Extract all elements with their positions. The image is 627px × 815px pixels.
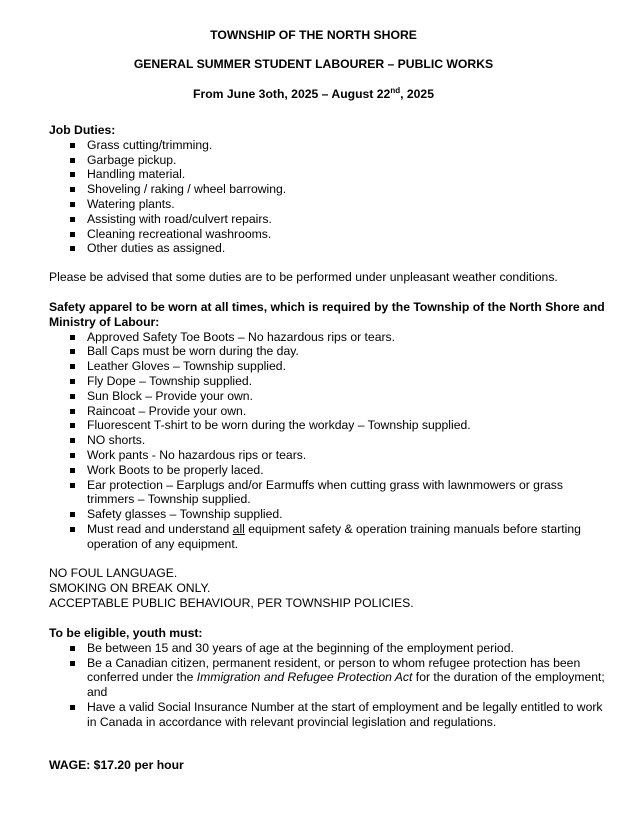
bullet-icon bbox=[70, 468, 75, 473]
job-duties-list bbox=[49, 138, 609, 256]
bullet-icon bbox=[70, 232, 75, 237]
bullet-icon bbox=[70, 187, 75, 192]
bullet-icon bbox=[70, 143, 75, 148]
list-item: Assisting with road/culvert repairs. bbox=[49, 212, 609, 227]
eligibility-heading: To be eligible, youth must: bbox=[49, 626, 203, 640]
bullet-icon bbox=[70, 512, 75, 517]
list-item: Shoveling / raking / wheel barrowing. bbox=[49, 182, 609, 197]
list-item: Handling material. bbox=[49, 167, 609, 182]
rule-line: SMOKING ON BREAK ONLY. bbox=[49, 580, 211, 595]
bullet-icon bbox=[70, 394, 75, 399]
bullet-icon bbox=[70, 646, 75, 651]
rule-line: NO FOUL LANGUAGE. bbox=[49, 566, 178, 580]
bullet-icon bbox=[70, 349, 75, 354]
list-item: Work pants - No hazardous rips or tears. bbox=[49, 448, 609, 463]
list-item: Approved Safety Toe Boots – No hazardous rips or tears. bbox=[49, 330, 609, 345]
list-item: NO shorts. bbox=[49, 433, 609, 448]
list-item: Leather Gloves – Township supplied. bbox=[49, 359, 609, 374]
position-title: GENERAL SUMMER STUDENT LABOURER – PUBLIC WORKS bbox=[133, 57, 494, 71]
list-item: Watering plants. bbox=[49, 197, 609, 212]
bullet-icon bbox=[70, 246, 75, 251]
dates-end: , 2025 bbox=[400, 87, 434, 101]
bullet-icon bbox=[70, 438, 75, 443]
dates-superscript: nd bbox=[390, 86, 401, 95]
employment-dates bbox=[0, 87, 627, 101]
list-item: Grass cutting/trimming. bbox=[49, 138, 609, 153]
list-item: Fly Dope – Township supplied. bbox=[49, 374, 609, 389]
list-item: Be between 15 and 30 years of age at the beginning of the employment period. bbox=[49, 641, 609, 656]
bullet-icon bbox=[70, 217, 75, 222]
bullet-icon bbox=[70, 202, 75, 207]
weather-note: Please be advised that some duties are to be performed under unpleasant weather conditions. bbox=[49, 270, 558, 284]
bullet-icon bbox=[70, 158, 75, 163]
bullet-icon bbox=[70, 483, 75, 488]
list-item: Ear protection – Earplugs and/or Earmuffs when cutting grass with lawnmowers or grass trimmers – Township supplied. bbox=[49, 478, 609, 508]
list-item: Be a Canadian citizen, permanent resident, or person to whom refugee protection has been conferred under the Immigration and Refugee Protection Act for the duration of the employment; and bbox=[49, 656, 609, 700]
list-item: Raincoat – Provide your own. bbox=[49, 404, 609, 419]
bullet-icon bbox=[70, 423, 75, 428]
list-item: Have a valid Social Insurance Number at the start of employment and be legally entitled to work in Canada in accordance with relevant provincial legislation and regulations. bbox=[49, 700, 609, 730]
safety-section bbox=[49, 300, 609, 552]
bullet-icon bbox=[70, 409, 75, 414]
bullet-icon bbox=[70, 453, 75, 458]
org-title: TOWNSHIP OF THE NORTH SHORE bbox=[210, 28, 417, 42]
eligibility-section bbox=[49, 626, 609, 730]
list-item: Fluorescent T-shirt to be worn during the workday – Township supplied. bbox=[49, 418, 609, 433]
bullet-icon bbox=[70, 661, 75, 666]
bullet-icon bbox=[70, 364, 75, 369]
safety-list bbox=[49, 330, 609, 552]
bullet-icon bbox=[70, 527, 75, 532]
bullet-icon bbox=[70, 172, 75, 177]
conduct-rules bbox=[49, 566, 609, 610]
safety-heading: Safety apparel to be worn at all times, which is required by the Township of the North Shore and Ministry of Labour: bbox=[49, 300, 605, 329]
list-item: Ball Caps must be worn during the day. bbox=[49, 344, 609, 359]
dates-start: From June 3oth, 2025 – August 22 bbox=[193, 87, 391, 101]
list-item: Cleaning recreational washrooms. bbox=[49, 227, 609, 242]
list-item: Safety glasses – Township supplied. bbox=[49, 507, 609, 522]
list-item: Garbage pickup. bbox=[49, 153, 609, 168]
list-item: Sun Block – Provide your own. bbox=[49, 389, 609, 404]
list-item: Work Boots to be properly laced. bbox=[49, 463, 609, 478]
bullet-icon bbox=[70, 705, 75, 710]
list-item: Other duties as assigned. bbox=[49, 241, 609, 256]
wage-line: WAGE: $17.20 per hour bbox=[49, 758, 184, 772]
bullet-icon bbox=[70, 335, 75, 340]
eligibility-list bbox=[49, 641, 609, 730]
job-duties-heading: Job Duties: bbox=[49, 123, 116, 137]
job-duties-section bbox=[49, 123, 609, 256]
list-item: Must read and understand all equipment safety & operation training manuals before starting operation of any equipment. bbox=[49, 522, 609, 552]
bullet-icon bbox=[70, 379, 75, 384]
rule-line: ACCEPTABLE PUBLIC BEHAVIOUR, PER TOWNSHIP POLICIES. bbox=[49, 595, 414, 610]
